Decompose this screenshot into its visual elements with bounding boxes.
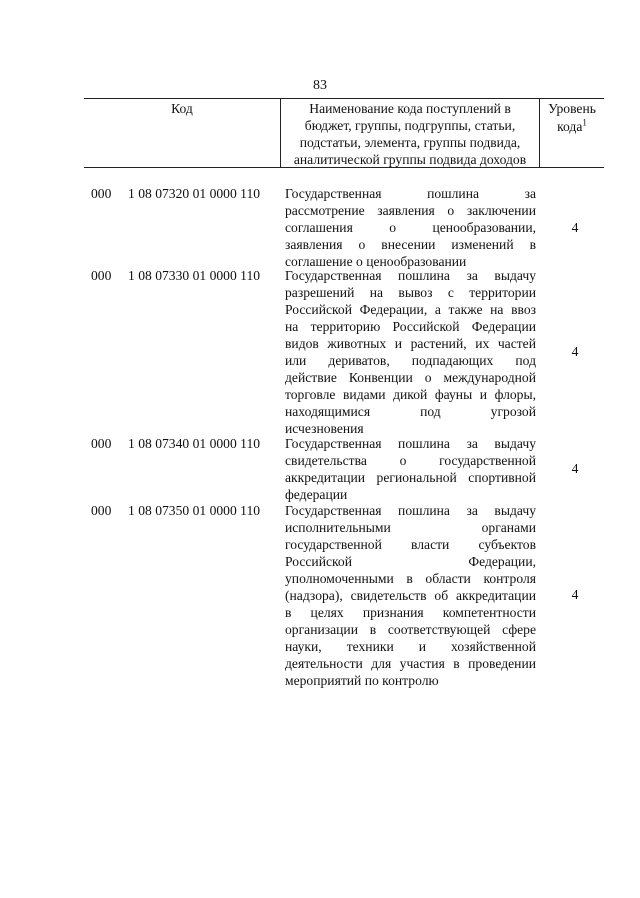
row-prefix: 000 xyxy=(91,503,112,518)
page-number: 83 xyxy=(313,78,327,93)
row-name-line: соглашение о ценообразовании xyxy=(285,254,467,269)
row-name-line: заявления о внесении изменений в xyxy=(285,237,536,252)
row-name-line: исполнительными органами xyxy=(285,520,536,535)
row-name-line: науки, техники и хозяйственной xyxy=(285,639,536,654)
row-code: 1 08 07340 01 0000 110 xyxy=(128,436,261,451)
row-name-line: Государственная пошлина за выдачу xyxy=(285,436,536,451)
row-name-line: на территорию Российской Федерации xyxy=(285,319,536,334)
row-code: 1 08 07350 01 0000 110 xyxy=(128,503,261,518)
row-name xyxy=(285,185,536,270)
header-name-line: аналитической группы подвида доходов xyxy=(293,152,527,167)
row-name-line: федерации xyxy=(285,487,348,502)
row-name-line: организации в соответствующей сфере xyxy=(285,622,536,637)
row-name-line: уполномоченными в области контроля xyxy=(285,571,536,586)
row-name-line: государственной власти субъектов xyxy=(285,537,536,552)
row-name xyxy=(285,435,536,503)
row-name-line: Российской Федерации, а также на ввоз xyxy=(285,302,536,317)
row-name-line: видов животных и растений, их частей xyxy=(285,336,536,351)
row-name-line: свидетельства о государственной xyxy=(285,453,536,468)
row-name-line: разрешений на вывоз с территории xyxy=(285,285,536,300)
row-name-line: торговле видами дикой фауны и флоры, xyxy=(285,387,536,402)
row-code: 1 08 07320 01 0000 110 xyxy=(128,186,261,201)
row-name-line: мероприятий по контролю xyxy=(285,673,439,688)
header-level-footnote: 1 xyxy=(582,117,587,128)
row-code: 1 08 07330 01 0000 110 xyxy=(128,268,261,283)
header-code: Код xyxy=(171,101,193,116)
table-header xyxy=(84,98,604,168)
header-name-line: бюджет, группы, подгруппы, статьи, xyxy=(304,118,516,133)
row-name xyxy=(285,267,536,437)
row-name-line: аккредитации региональной спортивной xyxy=(285,470,536,485)
row-name-line: в целях признания компетентности xyxy=(285,605,536,620)
row-name-line: соглашения о ценообразовании, xyxy=(285,220,536,235)
row-prefix: 000 xyxy=(91,186,112,201)
row-name-line: исчезновения xyxy=(285,421,364,436)
header-name-line: подстатьи, элемента, группы подвида, xyxy=(299,135,521,150)
row-name-line: (надзора), свидетельств об аккредитации xyxy=(285,588,536,603)
header-name xyxy=(280,99,540,167)
row-level: 4 xyxy=(571,587,579,602)
header-level-line1: Уровень xyxy=(548,101,596,116)
row-name-line: рассмотрение заявления о заключении xyxy=(285,203,536,218)
header-name-line: Наименование кода поступлений в xyxy=(309,101,511,116)
header-level-line2 xyxy=(540,118,604,136)
row-name-line: деятельности для участия в проведении xyxy=(285,656,536,671)
row-name-line: Российской Федерации, xyxy=(285,554,536,569)
row-name-line: Государственная пошлина за выдачу xyxy=(285,503,536,518)
row-name-line: действие Конвенции о международной xyxy=(285,370,536,385)
row-prefix: 000 xyxy=(91,436,112,451)
row-name-line: или дериватов, подпадающих под xyxy=(285,353,536,368)
row-name xyxy=(285,502,536,689)
row-level: 4 xyxy=(571,344,579,359)
row-level: 4 xyxy=(571,461,579,476)
row-level: 4 xyxy=(571,220,579,235)
row-name-line: Государственная пошлина за xyxy=(285,186,536,201)
row-prefix: 000 xyxy=(91,268,112,283)
header-level-word: кода xyxy=(557,119,583,134)
header-level xyxy=(540,99,604,167)
row-name-line: Государственная пошлина за выдачу xyxy=(285,268,536,283)
row-name-line: находящимися под угрозой xyxy=(285,404,536,419)
